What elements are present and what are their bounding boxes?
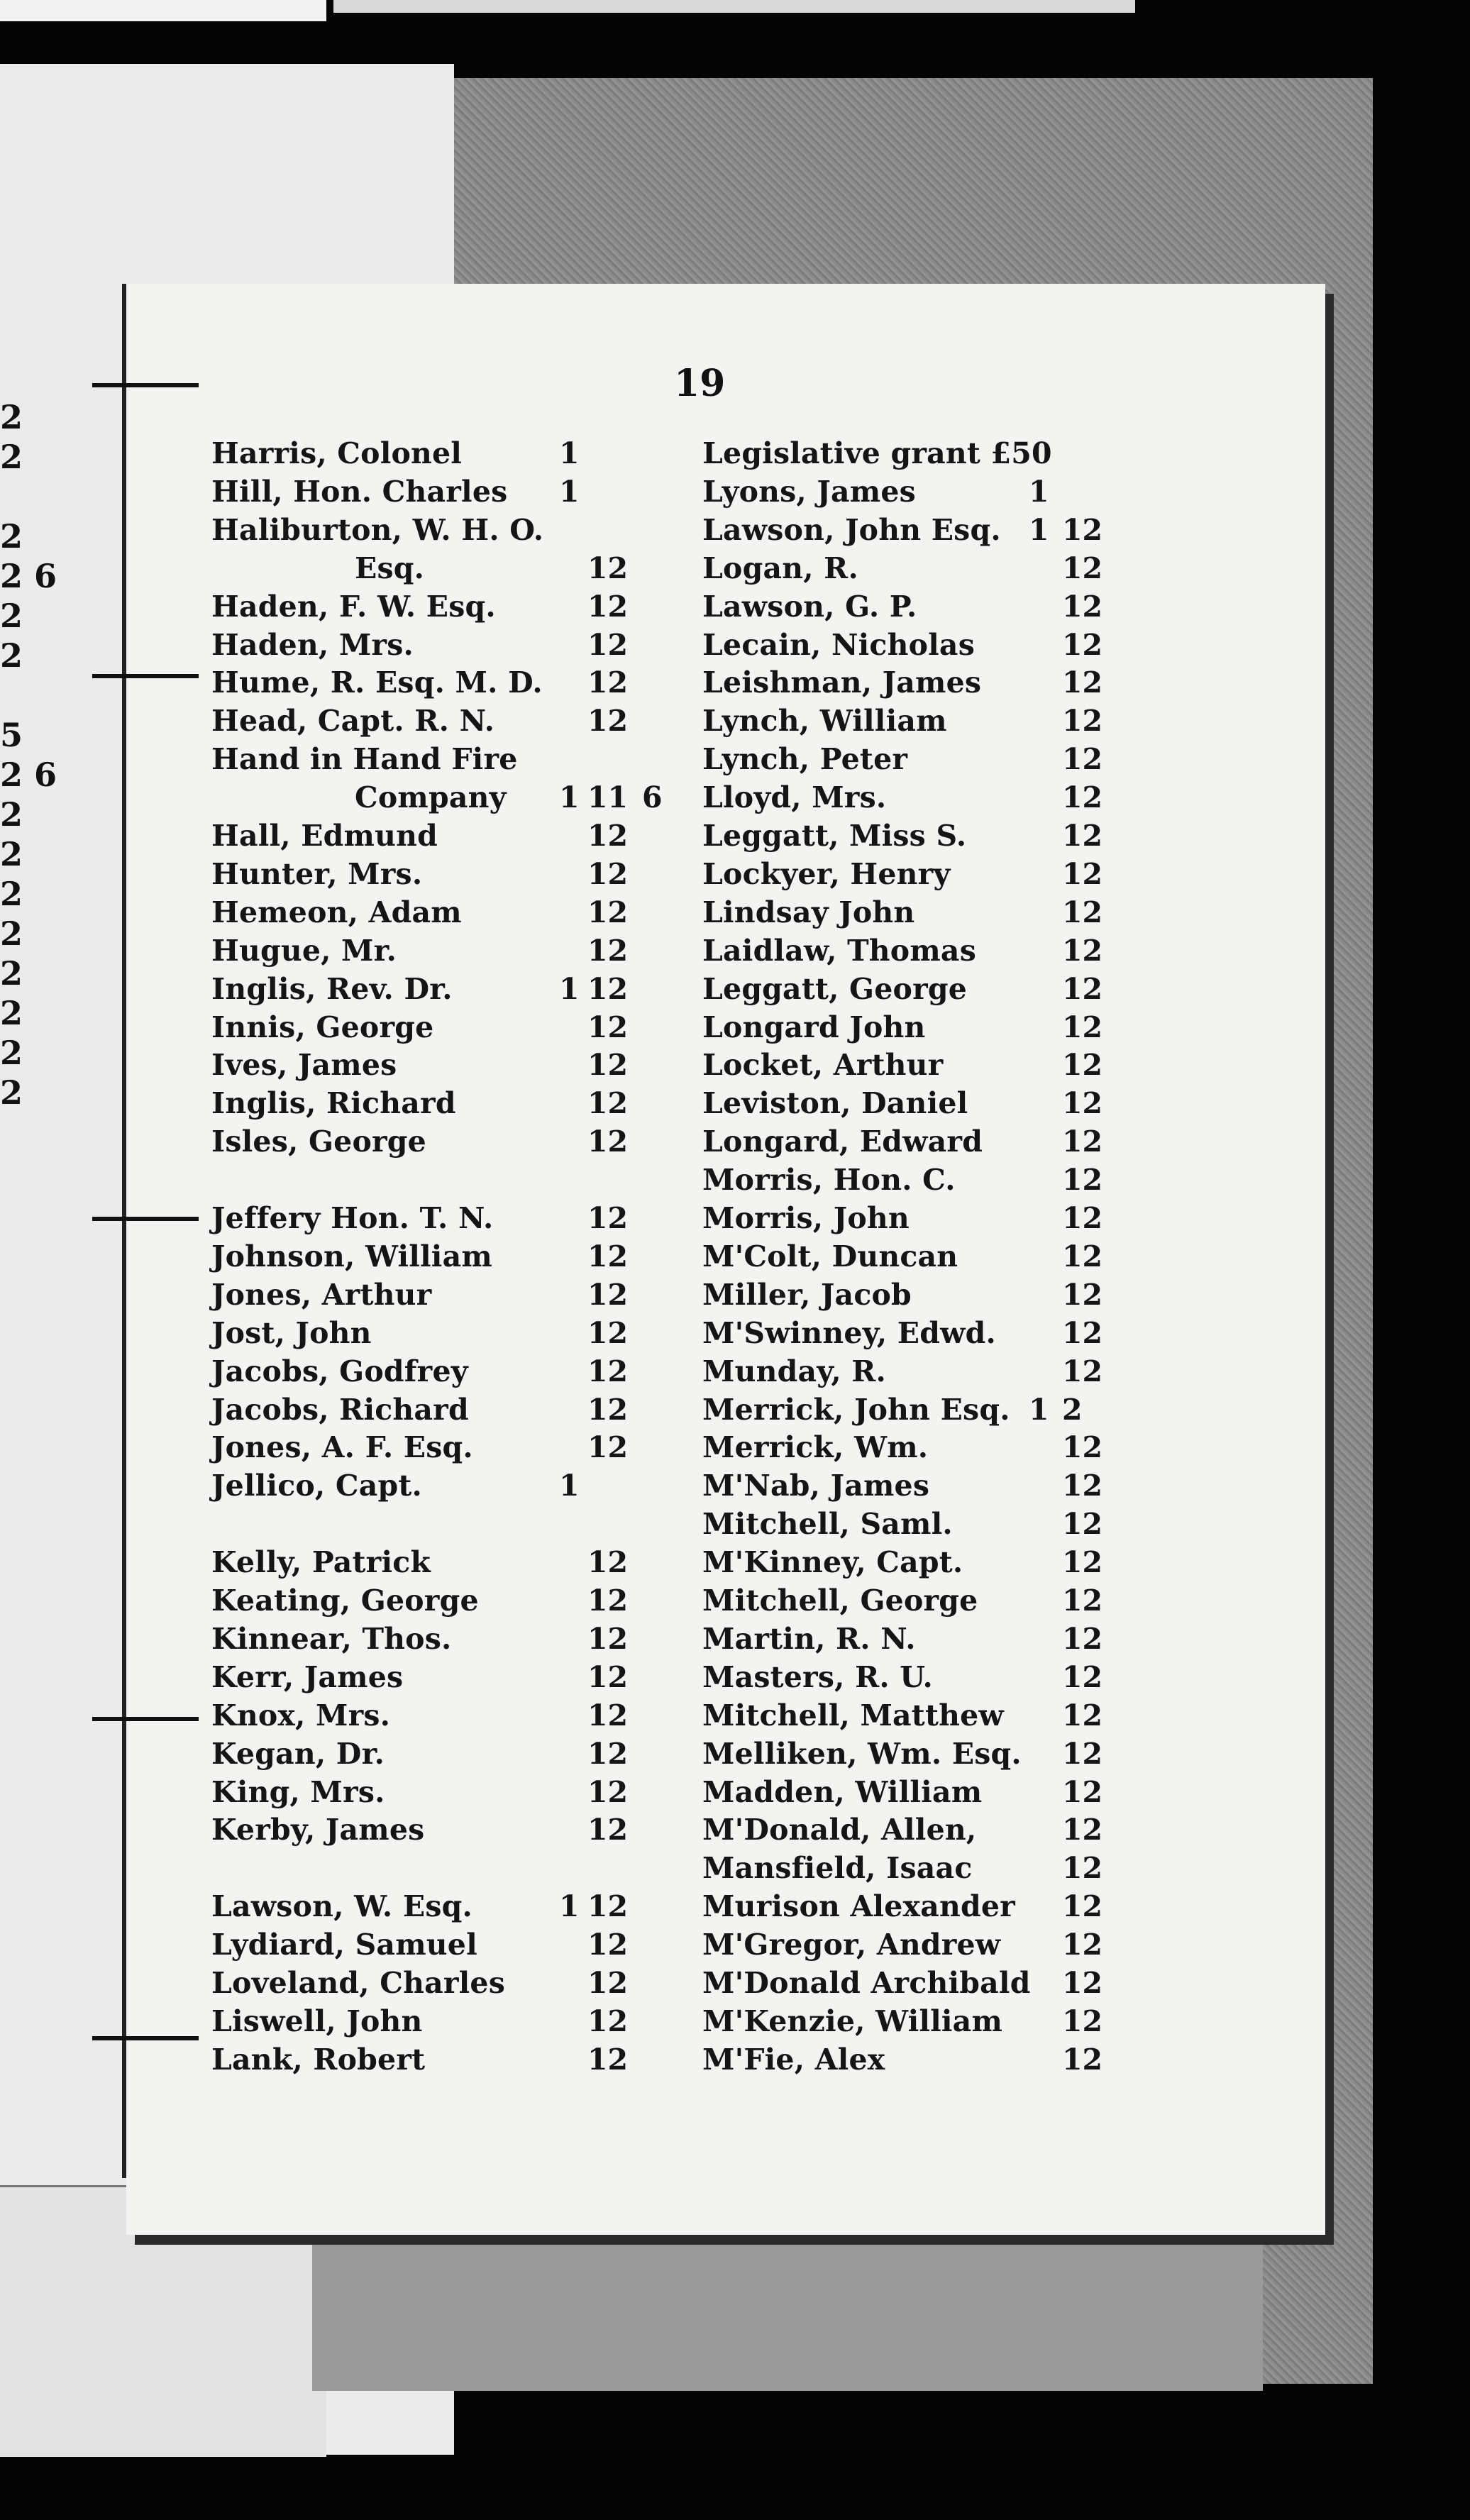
left-edge-figure: 2 6 bbox=[0, 756, 57, 794]
stitch-mark bbox=[92, 1717, 199, 1721]
subscriber-name: Keating, George bbox=[211, 1584, 479, 1618]
stitch-mark bbox=[92, 383, 199, 387]
subscription-amount: 12 bbox=[587, 1430, 629, 1465]
subscription-amount: 12 bbox=[587, 1813, 629, 1847]
binding-spine bbox=[122, 284, 126, 2178]
subscription-amount: 12 bbox=[587, 971, 629, 1006]
subscriber-name: King, Mrs. bbox=[211, 1774, 385, 1809]
subscriber-name: Legislative grant £50 bbox=[702, 436, 1052, 470]
subscriber-name: Merrick, Wm. bbox=[702, 1430, 929, 1465]
left-edge-figure: 2 bbox=[0, 994, 23, 1032]
subscription-amount: 1 bbox=[1029, 474, 1049, 509]
subscriber-name: Lawson, W. Esq. bbox=[211, 1889, 472, 1924]
subscriber-name: M'Kinney, Capt. bbox=[702, 1545, 963, 1580]
subscription-amount: 12 bbox=[1062, 856, 1103, 891]
subscription-amount: 12 bbox=[1062, 1354, 1103, 1388]
subscription-amount: 12 bbox=[1062, 627, 1103, 662]
subscriber-name: Lydiard, Samuel bbox=[211, 1928, 477, 1962]
left-edge-figure: 2 bbox=[0, 517, 23, 556]
subscriber-name: M'Kenzie, William bbox=[702, 2004, 1003, 2038]
subscription-amount: 12 bbox=[587, 1736, 629, 1771]
subscriber-name: Martin, R. N. bbox=[702, 1621, 916, 1656]
subscriber-name: Esq. bbox=[355, 551, 425, 585]
subscription-amount: 12 bbox=[587, 895, 629, 929]
subscriber-name: Isles, George bbox=[211, 1124, 426, 1159]
subscription-amount: 12 bbox=[587, 1774, 629, 1809]
subscription-amount: 12 bbox=[587, 1048, 629, 1083]
subscriber-name: Lyons, James bbox=[702, 474, 916, 509]
subscriber-name: Loveland, Charles bbox=[211, 1966, 506, 2000]
subscriber-name: Leggatt, Miss S. bbox=[702, 819, 967, 853]
subscription-amount: 12 bbox=[1062, 780, 1103, 815]
subscription-amount: 12 bbox=[587, 1928, 629, 1962]
subscription-amount: 12 bbox=[1062, 895, 1103, 929]
subscription-amount: 12 bbox=[587, 627, 629, 662]
subscriber-name: Leviston, Daniel bbox=[702, 1086, 968, 1121]
stitch-mark bbox=[92, 2036, 199, 2040]
subscription-amount: 12 bbox=[587, 551, 629, 585]
subscription-amount: 12 bbox=[1062, 1928, 1103, 1962]
subscription-amount: 2 bbox=[1062, 1392, 1083, 1427]
subscriber-name: M'Fie, Alex bbox=[702, 2042, 885, 2077]
subscription-amount: 1 bbox=[559, 971, 580, 1006]
left-edge-figure: 2 bbox=[0, 398, 23, 436]
subscription-amount: 12 bbox=[1062, 512, 1103, 547]
subscription-amount: 12 bbox=[1062, 1086, 1103, 1121]
page-number: 19 bbox=[674, 362, 726, 405]
subscription-amount: 12 bbox=[1062, 1966, 1103, 2000]
left-edge-figure: 2 bbox=[0, 954, 23, 993]
subscription-amount: 12 bbox=[1062, 1124, 1103, 1159]
subscription-amount: 12 bbox=[1062, 1507, 1103, 1542]
subscriber-name: Hemeon, Adam bbox=[211, 895, 462, 929]
left-edge-figure: 2 bbox=[0, 597, 23, 635]
subscriber-name: Head, Capt. R. N. bbox=[211, 704, 495, 739]
subscription-amount: 12 bbox=[1062, 1010, 1103, 1044]
subscriber-name: Jacobs, Richard bbox=[211, 1392, 469, 1427]
subscriber-name: Miller, Jacob bbox=[702, 1277, 912, 1312]
subscription-amount: 11 bbox=[587, 780, 629, 815]
subscriber-name: Hand in Hand Fire bbox=[211, 742, 518, 777]
subscription-amount: 12 bbox=[1062, 1889, 1103, 1924]
subscriber-name: Haden, Mrs. bbox=[211, 627, 414, 662]
subscription-amount: 12 bbox=[587, 1889, 629, 1924]
left-page-edge-figures bbox=[0, 397, 71, 1112]
subscriber-name: Morris, Hon. C. bbox=[702, 1163, 956, 1198]
subscriber-name: Ives, James bbox=[211, 1048, 397, 1083]
subscriber-name: Lawson, John Esq. bbox=[702, 512, 1001, 547]
left-edge-figure: 2 bbox=[0, 636, 23, 675]
left-edge-figure: 5 bbox=[0, 716, 23, 754]
subscription-amount: 12 bbox=[587, 1354, 629, 1388]
subscriber-name: Lank, Robert bbox=[211, 2042, 426, 2077]
subscriber-name: Merrick, John Esq. bbox=[702, 1392, 1010, 1427]
subscription-amount: 12 bbox=[587, 1277, 629, 1312]
subscription-amount: 12 bbox=[1062, 1430, 1103, 1465]
subscription-amount: 12 bbox=[587, 819, 629, 853]
subscription-amount: 12 bbox=[587, 1545, 629, 1580]
subscription-amount: 12 bbox=[1062, 1163, 1103, 1198]
left-edge-figure: 2 bbox=[0, 1034, 23, 1072]
left-edge-figure: 2 bbox=[0, 835, 23, 873]
subscription-amount: 12 bbox=[587, 665, 629, 700]
subscriber-name: Mansfield, Isaac bbox=[702, 1851, 973, 1886]
subscriber-name: Jellico, Capt. bbox=[211, 1469, 422, 1503]
subscriber-name: Haliburton, W. H. O. bbox=[211, 512, 544, 547]
top-left-paper bbox=[0, 0, 326, 21]
subscription-amount: 12 bbox=[587, 1124, 629, 1159]
subscriber-name: Innis, George bbox=[211, 1010, 434, 1044]
subscriber-name: Kelly, Patrick bbox=[211, 1545, 431, 1580]
subscriber-name: Morris, John bbox=[702, 1201, 910, 1235]
subscriber-name: Jones, A. F. Esq. bbox=[211, 1430, 473, 1465]
subscriber-name: Kinnear, Thos. bbox=[211, 1621, 452, 1656]
stitch-mark bbox=[92, 674, 199, 678]
subscription-amount: 1 bbox=[1029, 1392, 1049, 1427]
subscriber-name: Lawson, G. P. bbox=[702, 589, 917, 624]
subscriber-name: Masters, R. U. bbox=[702, 1659, 933, 1694]
subscription-amount: 12 bbox=[1062, 1774, 1103, 1809]
subscription-amount: 12 bbox=[587, 1392, 629, 1427]
subscription-amount: 1 bbox=[559, 1889, 580, 1924]
subscription-amount: 12 bbox=[1062, 1813, 1103, 1847]
subscriber-name: M'Nab, James bbox=[702, 1469, 930, 1503]
subscriber-name: Lindsay John bbox=[702, 895, 915, 929]
subscriber-name: Longard, Edward bbox=[702, 1124, 983, 1159]
subscription-amount: 1 bbox=[559, 474, 580, 509]
subscription-amount: 12 bbox=[587, 1621, 629, 1656]
subscriber-name: Kegan, Dr. bbox=[211, 1736, 385, 1771]
subscriber-name: Jost, John bbox=[211, 1315, 372, 1350]
subscription-amount: 12 bbox=[587, 2042, 629, 2077]
subscriber-name: Lloyd, Mrs. bbox=[702, 780, 887, 815]
left-edge-figure: 2 bbox=[0, 875, 23, 913]
subscriber-name: Hunter, Mrs. bbox=[211, 856, 423, 891]
subscriber-name: Munday, R. bbox=[702, 1354, 887, 1388]
subscription-amount: 12 bbox=[587, 1239, 629, 1273]
left-edge-figure: 2 bbox=[0, 914, 23, 953]
subscription-amount: 12 bbox=[1062, 1201, 1103, 1235]
subscriber-name: Hall, Edmund bbox=[211, 819, 438, 853]
subscriber-name: Johnson, William bbox=[211, 1239, 492, 1273]
subscription-amount: 1 bbox=[559, 780, 580, 815]
subscription-amount: 12 bbox=[1062, 1315, 1103, 1350]
subscriber-name: Knox, Mrs. bbox=[211, 1698, 391, 1732]
subscription-amount: 12 bbox=[1062, 1239, 1103, 1273]
subscriber-name: Mitchell, George bbox=[702, 1584, 978, 1618]
subscriber-name: Madden, William bbox=[702, 1774, 983, 1809]
subscription-amount: 12 bbox=[587, 856, 629, 891]
left-edge-figure: 2 bbox=[0, 795, 23, 834]
subscriber-name: Lockyer, Henry bbox=[702, 856, 951, 891]
subscriber-name: Inglis, Rev. Dr. bbox=[211, 971, 453, 1006]
subscription-amount: 12 bbox=[1062, 665, 1103, 700]
subscription-amount: 12 bbox=[587, 1315, 629, 1350]
subscription-amount: 12 bbox=[1062, 1736, 1103, 1771]
subscriber-name: M'Swinney, Edwd. bbox=[702, 1315, 996, 1350]
subscriber-name: Inglis, Richard bbox=[211, 1086, 456, 1121]
subscriber-name: Liswell, John bbox=[211, 2004, 423, 2038]
subscription-amount: 12 bbox=[1062, 704, 1103, 739]
subscription-amount: 12 bbox=[1062, 933, 1103, 968]
left-edge-figure bbox=[0, 675, 71, 715]
stitch-mark bbox=[92, 1217, 199, 1221]
subscription-amount: 12 bbox=[1062, 1584, 1103, 1618]
left-edge-figure: 2 bbox=[0, 438, 23, 476]
subscription-amount: 12 bbox=[1062, 1698, 1103, 1732]
left-edge-figure: 2 bbox=[0, 1073, 23, 1112]
subscription-amount: 12 bbox=[1062, 2004, 1103, 2038]
subscriber-name: Leishman, James bbox=[702, 665, 982, 700]
subscriber-name: Laidlaw, Thomas bbox=[702, 933, 976, 968]
subscriber-name: Kerby, James bbox=[211, 1813, 425, 1847]
subscriber-name: Mitchell, Saml. bbox=[702, 1507, 953, 1542]
subscriber-name: Melliken, Wm. Esq. bbox=[702, 1736, 1022, 1771]
subscriber-name: Hill, Hon. Charles bbox=[211, 474, 508, 509]
subscription-amount: 12 bbox=[587, 1086, 629, 1121]
subscriber-name: Kerr, James bbox=[211, 1659, 404, 1694]
subscription-amount: 12 bbox=[1062, 1621, 1103, 1656]
subscription-amount: 12 bbox=[587, 1659, 629, 1694]
subscriber-name: Company bbox=[355, 780, 507, 815]
subscription-amount: 1 bbox=[1029, 512, 1049, 547]
subscription-amount: 12 bbox=[587, 933, 629, 968]
subscription-amount: 12 bbox=[1062, 1277, 1103, 1312]
subscription-amount: 12 bbox=[1062, 971, 1103, 1006]
left-edge-figure bbox=[0, 477, 71, 516]
subscriber-name: Locket, Arthur bbox=[702, 1048, 944, 1083]
subscriber-name: Harris, Colonel bbox=[211, 436, 463, 470]
subscriber-name: Hume, R. Esq. M. D. bbox=[211, 665, 543, 700]
subscription-amount: 12 bbox=[1062, 1048, 1103, 1083]
subscriber-name: M'Colt, Duncan bbox=[702, 1239, 958, 1273]
subscription-amount: 12 bbox=[1062, 2042, 1103, 2077]
subscription-amount: 12 bbox=[587, 1698, 629, 1732]
subscription-amount: 12 bbox=[587, 1201, 629, 1235]
subscription-amount: 12 bbox=[587, 589, 629, 624]
subscription-amount: 1 bbox=[559, 1469, 580, 1503]
subscriber-name: Lecain, Nicholas bbox=[702, 627, 975, 662]
subscriber-name: Mitchell, Matthew bbox=[702, 1698, 1004, 1732]
subscriber-name: Lynch, Peter bbox=[702, 742, 908, 777]
subscriber-name: Longard John bbox=[702, 1010, 926, 1044]
subscriber-name: M'Donald Archibald bbox=[702, 1966, 1031, 2000]
subscriber-name: Haden, F. W. Esq. bbox=[211, 589, 496, 624]
subscriber-name: Hugue, Mr. bbox=[211, 933, 397, 968]
subscription-amount: 12 bbox=[1062, 589, 1103, 624]
top-page-edge bbox=[333, 0, 1135, 13]
subscription-amount: 12 bbox=[1062, 819, 1103, 853]
subscriber-name: Logan, R. bbox=[702, 551, 858, 585]
subscription-amount: 12 bbox=[587, 704, 629, 739]
subscription-amount: 12 bbox=[1062, 742, 1103, 777]
subscriber-name: Lynch, William bbox=[702, 704, 947, 739]
subscription-amount: 12 bbox=[1062, 1469, 1103, 1503]
subscription-amount: 12 bbox=[1062, 1851, 1103, 1886]
subscriber-name: M'Donald, Allen, bbox=[702, 1813, 977, 1847]
subscription-amount: 12 bbox=[1062, 1659, 1103, 1694]
subscription-amount: 12 bbox=[587, 1010, 629, 1044]
subscription-amount: 12 bbox=[1062, 551, 1103, 585]
subscriber-name: Jones, Arthur bbox=[211, 1277, 432, 1312]
subscription-amount: 12 bbox=[587, 1966, 629, 2000]
left-edge-figure: 2 6 bbox=[0, 557, 57, 595]
subscription-amount: 1 bbox=[559, 436, 580, 470]
subscription-amount: 6 bbox=[642, 780, 663, 815]
subscription-amount: 12 bbox=[1062, 1545, 1103, 1580]
subscription-amount: 12 bbox=[587, 1584, 629, 1618]
subscriber-name: Jacobs, Godfrey bbox=[211, 1354, 468, 1388]
subscription-amount: 12 bbox=[587, 2004, 629, 2038]
subscriber-name: M'Gregor, Andrew bbox=[702, 1928, 1001, 1962]
subscriber-name: Jeffery Hon. T. N. bbox=[211, 1201, 494, 1235]
subscriber-name: Murison Alexander bbox=[702, 1889, 1015, 1924]
subscriber-name: Leggatt, George bbox=[702, 971, 968, 1006]
